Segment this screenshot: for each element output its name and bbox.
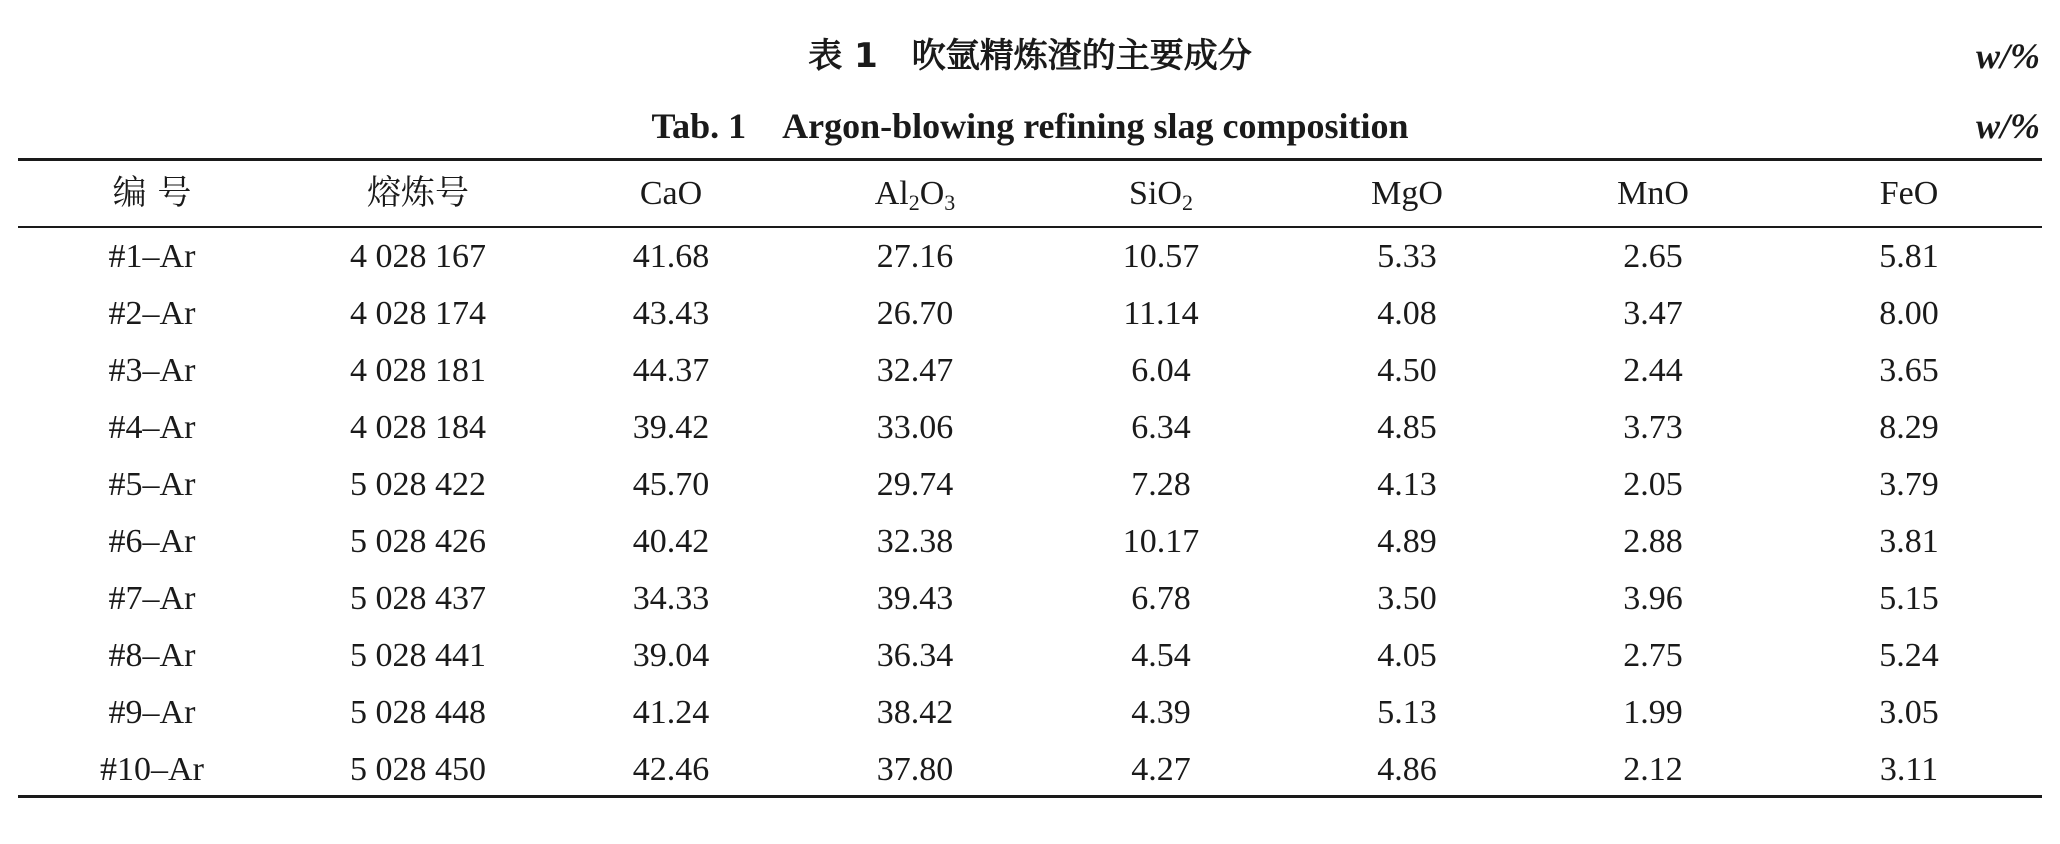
header-sio2: SiO$_2$ <box>1129 175 1193 215</box>
cell-heat-number: 4 028 174 <box>350 295 486 332</box>
cell-id: #1–Ar <box>108 238 196 275</box>
cell-cao: 39.04 <box>632 637 710 674</box>
cell-feo: 5.81 <box>1879 238 1939 275</box>
table-title-cn: 表 1 吹氩精炼渣的主要成分 <box>808 36 1252 76</box>
cell-feo: 3.11 <box>1879 751 1939 788</box>
cell-id: #6–Ar <box>108 523 196 560</box>
cell-id: #5–Ar <box>108 466 196 503</box>
cell-al2o3: 39.43 <box>876 580 954 617</box>
cell-heat-number: 5 028 441 <box>350 637 486 674</box>
header-mgo: MgO <box>1371 175 1443 212</box>
cell-sio2: 6.34 <box>1131 409 1191 446</box>
cell-mno: 2.88 <box>1623 523 1683 560</box>
cell-feo: 8.29 <box>1879 409 1939 446</box>
header-cao: CaO <box>639 175 703 212</box>
cell-id: #9–Ar <box>108 694 196 731</box>
cell-feo: 3.05 <box>1879 694 1939 731</box>
cell-al2o3: 27.16 <box>876 238 954 275</box>
cell-feo: 3.81 <box>1879 523 1939 560</box>
header-al2o3: $Al_2O_3$ <box>874 175 956 215</box>
table-row <box>18 456 2042 513</box>
table-row <box>18 285 2042 342</box>
cell-id: #10–Ar <box>100 751 204 788</box>
table-row <box>18 342 2042 399</box>
cell-cao: 34.33 <box>632 580 710 617</box>
cell-heat-number: 5 028 450 <box>350 751 486 788</box>
cell-sio2: 4.27 <box>1131 751 1191 788</box>
cell-sio2: 10.57 <box>1122 238 1200 275</box>
header-heat-number: 熔炼号 <box>367 173 469 213</box>
cell-mgo: 4.08 <box>1377 295 1437 332</box>
cell-mgo: 4.86 <box>1377 751 1437 788</box>
cell-heat-number: 5 028 422 <box>350 466 486 503</box>
table-title-en: Tab. 1 Argon-blowing refining slag composition <box>651 106 1409 146</box>
cell-id: #4–Ar <box>108 409 196 446</box>
table-row <box>18 513 2042 570</box>
unit-label-en: w/% <box>1975 106 2040 146</box>
cell-mno: 2.75 <box>1623 637 1683 674</box>
cell-al2o3: 32.47 <box>876 352 954 389</box>
cell-heat-number: 5 028 426 <box>350 523 486 560</box>
cell-feo: 8.00 <box>1879 295 1939 332</box>
cell-heat-number: 5 028 437 <box>350 580 486 617</box>
cell-al2o3: 26.70 <box>876 295 954 332</box>
cell-al2o3: 33.06 <box>876 409 954 446</box>
composition-table <box>18 161 2042 798</box>
header-row <box>18 161 2042 226</box>
cell-sio2: 7.28 <box>1131 466 1191 503</box>
caption-cn <box>0 26 2060 86</box>
table-row <box>18 570 2042 627</box>
cell-mgo: 4.85 <box>1377 409 1437 446</box>
cell-cao: 43.43 <box>632 295 710 332</box>
cell-mgo: 5.33 <box>1377 238 1437 275</box>
cell-al2o3: 38.42 <box>876 694 954 731</box>
header-feo: FeO <box>1879 175 1939 212</box>
cell-id: #8–Ar <box>108 637 196 674</box>
table-row <box>18 741 2042 798</box>
cell-al2o3: 36.34 <box>876 637 954 674</box>
cell-feo: 3.65 <box>1879 352 1939 389</box>
cell-id: #3–Ar <box>108 352 196 389</box>
cell-mgo: 3.50 <box>1377 580 1437 617</box>
cell-mno: 2.44 <box>1623 352 1683 389</box>
cell-sio2: 11.14 <box>1123 295 1199 332</box>
cell-feo: 5.24 <box>1879 637 1939 674</box>
cell-sio2: 6.78 <box>1131 580 1191 617</box>
cell-mgo: 4.13 <box>1377 466 1437 503</box>
table-row <box>18 399 2042 456</box>
cell-sio2: 4.54 <box>1131 637 1191 674</box>
cell-feo: 5.15 <box>1879 580 1939 617</box>
cell-al2o3: 32.38 <box>876 523 954 560</box>
cell-cao: 45.70 <box>632 466 710 503</box>
cell-cao: 39.42 <box>632 409 710 446</box>
cell-heat-number: 4 028 181 <box>350 352 486 389</box>
header-id: 编 号 <box>112 173 192 213</box>
cell-heat-number: 5 028 448 <box>350 694 486 731</box>
cell-mgo: 4.50 <box>1377 352 1437 389</box>
cell-mgo: 5.13 <box>1377 694 1437 731</box>
cell-mno: 2.05 <box>1623 466 1683 503</box>
table-row <box>18 226 2042 285</box>
cell-mno: 3.96 <box>1623 580 1683 617</box>
cell-id: #7–Ar <box>108 580 196 617</box>
cell-mno: 3.73 <box>1623 409 1683 446</box>
cell-mno: 2.12 <box>1623 751 1683 788</box>
cell-cao: 41.68 <box>632 238 710 275</box>
cell-cao: 42.46 <box>632 751 710 788</box>
cell-mgo: 4.89 <box>1377 523 1437 560</box>
cell-sio2: 10.17 <box>1122 523 1200 560</box>
table-row <box>18 627 2042 684</box>
table-row <box>18 684 2042 741</box>
cell-id: #2–Ar <box>108 295 196 332</box>
cell-cao: 40.42 <box>632 523 710 560</box>
cell-heat-number: 4 028 167 <box>350 238 486 275</box>
cell-al2o3: 37.80 <box>876 751 954 788</box>
cell-feo: 3.79 <box>1879 466 1939 503</box>
cell-sio2: 6.04 <box>1131 352 1191 389</box>
cell-mno: 1.99 <box>1623 694 1683 731</box>
unit-label-cn: w/% <box>1975 36 2040 76</box>
cell-mno: 3.47 <box>1623 295 1683 332</box>
cell-cao: 41.24 <box>632 694 710 731</box>
cell-al2o3: 29.74 <box>876 466 954 503</box>
cell-sio2: 4.39 <box>1131 694 1191 731</box>
header-mno: MnO <box>1617 175 1689 212</box>
caption-en <box>0 96 2060 156</box>
cell-cao: 44.37 <box>632 352 710 389</box>
cell-heat-number: 4 028 184 <box>350 409 486 446</box>
cell-mgo: 4.05 <box>1377 637 1437 674</box>
cell-mno: 2.65 <box>1623 238 1683 275</box>
